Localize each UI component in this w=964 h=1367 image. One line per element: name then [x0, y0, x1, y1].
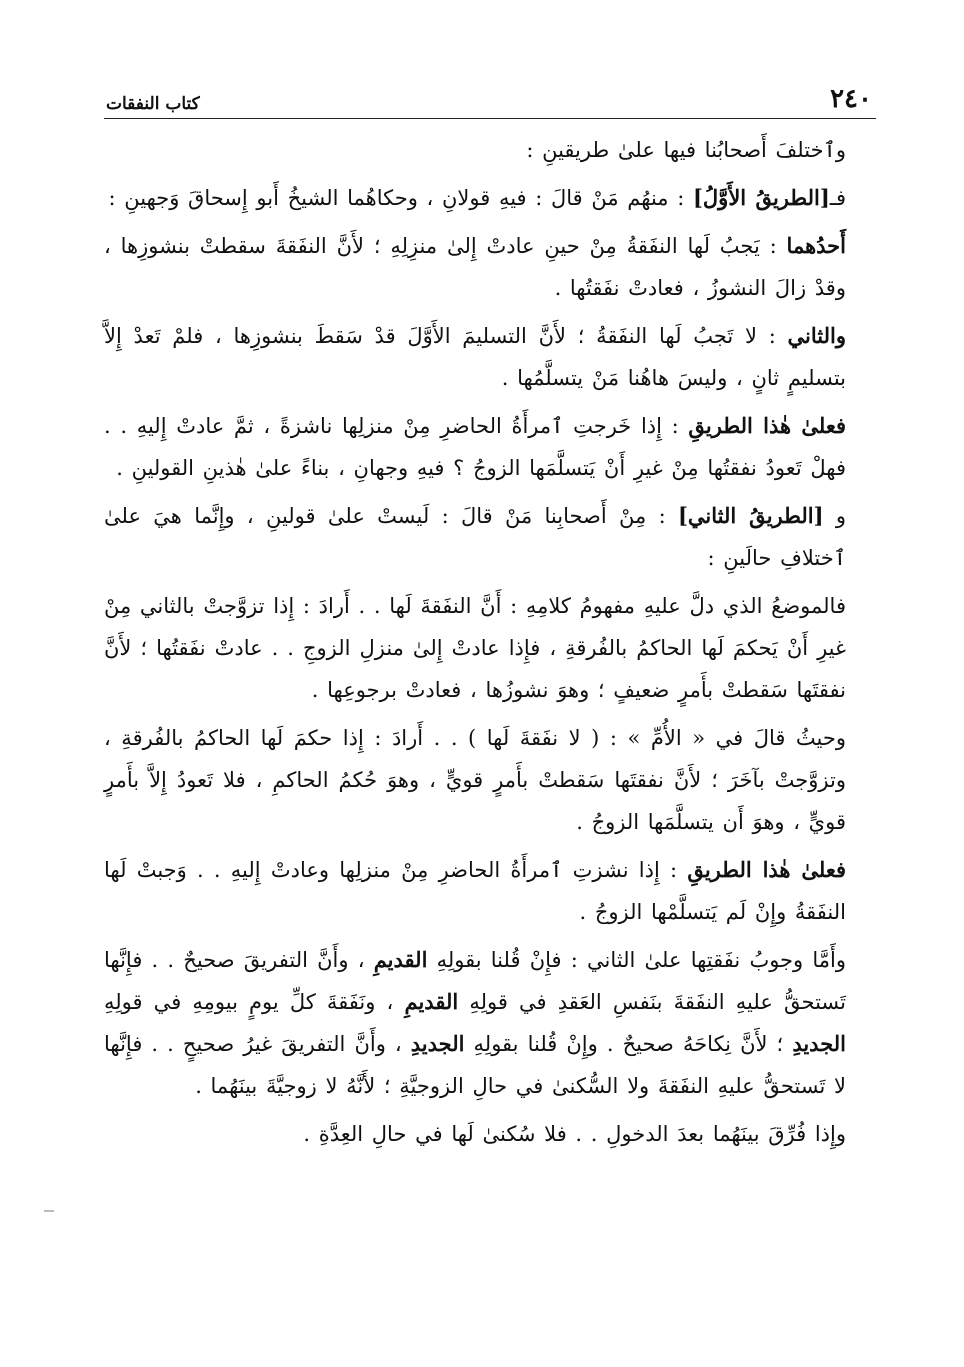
bold-term: فعلىٰ هٰذا الطريقِ: [687, 857, 846, 882]
page-number: ٢٤٠: [830, 84, 872, 114]
paragraph-text: و: [823, 504, 846, 528]
bold-term: والثاني: [787, 323, 846, 348]
paragraph-text: ، وأَنَّ التفريقَ غيرُ صحيحٍ . . فإِنَّها لا تَستحقُّ عليهِ النفَقةَ ولا السُّكنىٰ في حالِ الزوجيَّةِ ؛ لأَنَّهُ لا زوجيَّةَ بينَهُما .: [104, 1032, 846, 1098]
paragraph-text: وٱختلفَ أَصحابُنا فيها علىٰ طريقينِ :: [526, 138, 846, 162]
paragraph: [104, 939, 876, 1107]
bold-term: أَحدُهما: [786, 233, 846, 258]
paragraph-text: : إِذا نشزتِ ٱمرأَةُ الحاضرِ مِنْ منزلِها وعادتْ إِليهِ . . وَجبتْ لَها النفَقةُ وإِنْ لَم يَتسلَّمْها الزوجُ .: [104, 858, 846, 924]
paragraph-text: : لا تَجبُ لَها النفَقةُ ؛ لأَنَّ التسليمَ الأَوَّلَ قدْ سَقطَ بنشوزِها ، فلمْ تَعدْ إِلاَّ بتسليمٍ ثانٍ ، وليسَ هاهُنا مَنْ يتسلَّمُها .: [104, 324, 846, 390]
paragraph: [104, 1113, 876, 1155]
running-header: [104, 78, 876, 119]
book-page: [104, 78, 876, 1318]
bold-term: القديمِ: [373, 947, 428, 972]
body-text: [104, 129, 876, 1155]
paragraph-text: : يَجبُ لَها النفَقةُ مِنْ حينِ عادتْ إِلىٰ منزِلِهِ ؛ لأَنَّ النفَقةَ سقطتْ بنشوزِها ، وقدْ زالَ النشوزُ ، فعادتْ نفَقتُها .: [104, 234, 846, 300]
paragraph-text: : منهُم مَنْ قالَ : فيهِ قولانِ ، وحكاهُما الشيخُ أَبو إِسحاقَ وَجهينِ :: [108, 186, 693, 210]
paragraph: [104, 405, 876, 489]
paragraph-text: ، ونَفَقةَ كلِّ يومٍ بيومِهِ في قولِهِ: [104, 990, 405, 1014]
paragraph-text: ؛ لأَنَّ نِكاحَهُ صحيحٌ . وإِنْ قُلنا بقولِهِ: [464, 1032, 793, 1056]
paragraph-text: : مِنْ أَصحابِنا مَنْ قالَ : لَيستْ علىٰ قولينِ ، وإِنَّما هيَ علىٰ ٱختلافِ حالَينِ :: [104, 504, 846, 570]
paragraph-text: ، وأَنَّ التفريقَ صحيحٌ . . فإِنَّها تَستحقُّ عليهِ النفَقةَ بنَفسِ العَقدِ في قولِهِ: [104, 948, 846, 1014]
bold-term: الجديدِ: [410, 1031, 465, 1056]
paragraph: [104, 225, 876, 309]
bold-term: [الطريقُ الأَوَّلُ]: [692, 185, 830, 210]
paragraph: [104, 849, 876, 933]
paragraph: [104, 129, 876, 171]
bold-term: الجديدِ: [792, 1031, 846, 1056]
paragraph: [104, 495, 876, 579]
paragraph-text: : إِذا خَرجتِ ٱمرأَةُ الحاضرِ مِنْ منزلِها ناشزةً ، ثمَّ عادتْ إِليهِ . . فهلْ تَعودُ نفقتُها مِنْ غيرِ أَنْ يَتسلَّمَها الزوجُ ؟ فيهِ وجهانِ ، بناءً علىٰ هٰذينِ القولينِ .: [104, 414, 846, 480]
paragraph: [104, 315, 876, 399]
paragraph-text: وأَمَّا وجوبُ نفَقتِها علىٰ الثاني : فإِنْ قُلنا بقولِهِ: [427, 948, 846, 972]
paragraph: [104, 177, 876, 219]
book-title: كتاب النفقات: [106, 94, 200, 114]
paragraph: [104, 585, 876, 711]
paragraph-text: فالموضعُ الذي دلَّ عليهِ مفهومُ كلامِهِ : أَنَّ النفَقةَ لَها . . أَرادَ : إِذا تزوَّجتْ بالثاني مِنْ غيرِ أَنْ يَحكمَ لَها الحاكمُ بالفُرقةِ ، فإِذا عادتْ إِلىٰ منزلِ الزوجِ . . عادتْ نفَقتُها ؛ لأَنَّ نفقتَها سَقطتْ بأَمرٍ ضعيفٍ ؛ وهوَ نشوزُها ، فعادتْ برجوعِها .: [104, 594, 847, 702]
paragraph-text: وإِذا فُرِّقَ بينَهُما بعدَ الدخولِ . . فلا سُكنىٰ لَها في حالِ العِدَّةِ .: [303, 1122, 846, 1146]
paragraph-text: فـ: [829, 186, 846, 210]
paragraph-text: وحيثُ قالَ في « الأُمِّ » : ( لا نفَقةَ لَها ) . . أَرادَ : إِذا حكمَ لَها الحاكمُ بالفُرقةِ ، وتزوَّجتْ بآخَرَ ؛ لأَنَّ نفقتَها سَقطتْ بأَمرٍ قويٍّ ، وهوَ حُكمُ الحاكمِ ، فلا تَعودُ إِلاَّ بأَمرٍ قويٍّ ، وهوَ أَن يتسلَّمَها الزوجُ .: [104, 726, 846, 834]
bold-term: [الطريقُ الثاني]: [677, 503, 824, 528]
paragraph: [104, 717, 876, 843]
margin-mark: [44, 1210, 54, 1212]
bold-term: القديمِ: [404, 989, 459, 1014]
bold-term: فعلىٰ هٰذا الطريقِ: [688, 413, 846, 438]
